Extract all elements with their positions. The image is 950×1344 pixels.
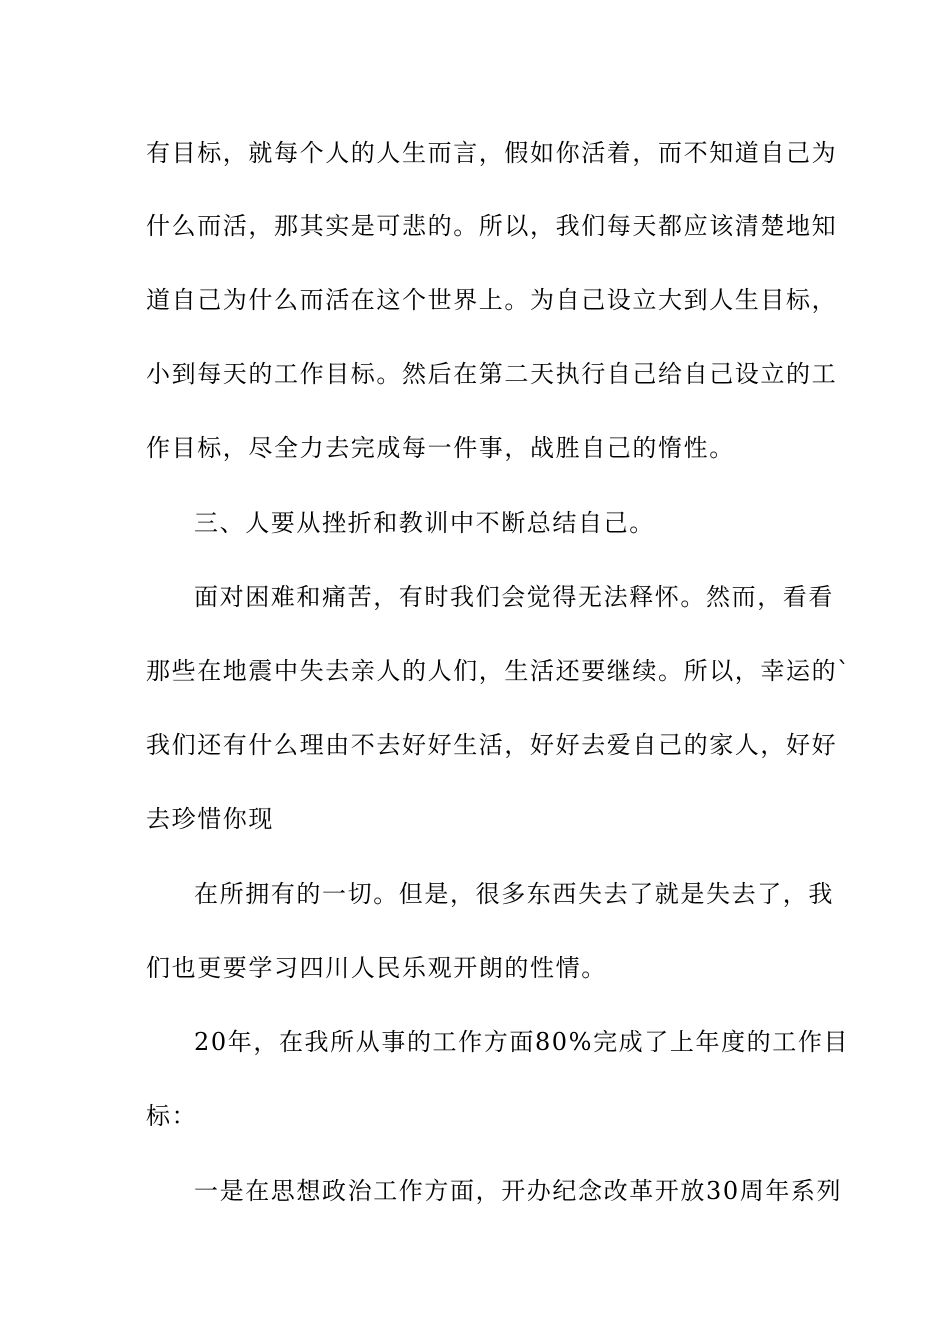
text-line: 小到每天的工作目标。然后在第二天执行自己给自己设立的工 [146,360,838,388]
text-line: 我们还有什么理由不去好好生活，好好去爱自己的家人，好好 [146,731,838,759]
text-line: 道自己为什么而活在这个世界上。为自己设立大到人生目标， [146,286,838,314]
text-line: 在所拥有的一切。但是，很多东西失去了就是失去了，我 [194,880,834,908]
text-line: 那些在地震中失去亲人的人们，生活还要继续。所以，幸运的` [146,657,851,685]
text-line: 们也更要学习四川人民乐观开朗的性情。 [146,954,607,982]
text-line: 标： [146,1102,198,1130]
text-line: 面对困难和痛苦，有时我们会觉得无法释怀。然而，看看 [194,583,834,611]
section-heading: 三、人要从挫折和教训中不断总结自己。 [194,509,655,537]
text-line: 什么而活，那其实是可悲的。所以，我们每天都应该清楚地知 [146,212,838,240]
text-line: 20年，在我所从事的工作方面80%完成了上年度的工作目 [194,1028,850,1056]
text-line: 去珍惜你现 [146,805,274,833]
text-line: 有目标，就每个人的人生而言，假如你活着，而不知道自己为 [146,139,838,167]
text-line: 一是在思想政治工作方面，开办纪念改革开放30周年系列 [194,1177,843,1205]
text-line: 作目标，尽全力去完成每一件事，战胜自己的惰性。 [146,434,735,462]
